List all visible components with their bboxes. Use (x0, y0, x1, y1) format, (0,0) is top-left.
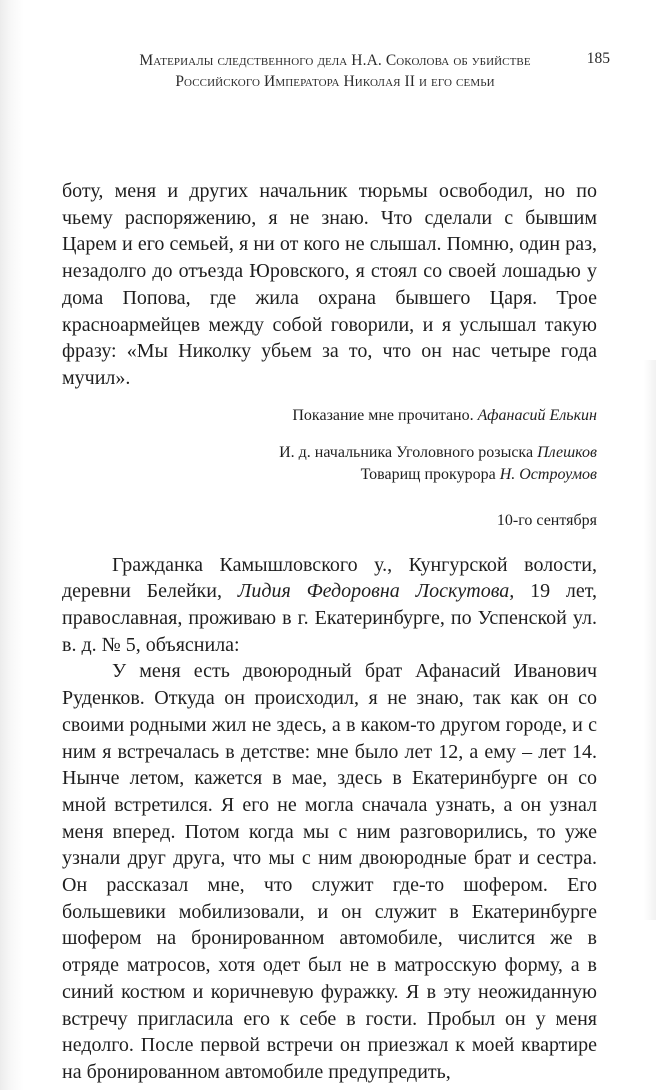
show-through-shadow (644, 360, 656, 920)
signature-pleshkov-text: И. д. начальника Уголовного розыска (279, 443, 534, 461)
page-body (62, 178, 597, 1086)
signature-pleshkov (62, 442, 597, 464)
signature-ostroumov-text: Товарищ прокурора (360, 465, 496, 483)
running-header (100, 50, 610, 92)
paragraph-testimony-end: боту, меня и других начальник тюрьмы освободил, но по чьему распоряжению, я не знаю. Что сделали с бывшим Царем и его семьей, я ни от кого не слышал. Помню, один раз, незадолго до отъезда Юровского, я стоял со своей лошадью у дома Попова, где жила охрана бывшего Царя. Трое красноармейцев между собой говорили, и я услышал такую фразу: «Мы Николку убьем за то, что он нас четыре года мучил». (62, 180, 597, 389)
signature-elkin (62, 405, 597, 427)
running-title-line-1: Материалы следственного дела Н.А. Соколова об убийстве (139, 52, 531, 69)
running-title (100, 50, 570, 92)
paragraph-witness-intro (62, 552, 597, 659)
signature-ostroumov (62, 464, 597, 486)
signature-ostroumov-name: Н. Остроумов (499, 465, 597, 483)
witness-name: Лидия Федоровна Лоскутова, (237, 580, 515, 603)
paragraph-witness-testimony: У меня есть двоюродный брат Афанасий Иванович Руденков. Откуда он происходил, я не знаю, так как он со своими родными жил не здесь, а в каком-то другом городе, и с ним я встречалась в детстве: мне было лет 12, а ему – лет 14. Нынче летом, кажется в мае, здесь в Екатеринбурге он со мной встретился. Я его не могла сначала узнать, а он узнал меня вперед. Потом когда мы с ним разговорились, то уже узнали друг друга, что мы с ним двоюродные брат и сестра. Он рассказал мне, что служит где-то шофером. Его большевики мобилизовали, и он служит в Екатеринбурге шофером на бронированном автомобиле, числится же в отряде матросов, хотя одет был не в матросскую форму, а в синий костюм и коричневую фуражку. Я в эту неожиданную встречу пригласила его к себе в гости. Пробыл он у меня недолго. После первой встречи он приезжал к моей квартире на бронированном автомобиле предупредить, (62, 660, 597, 1083)
signature-elkin-name: Афанасий Елькин (477, 406, 597, 424)
entry-date: 10-го сентября (496, 511, 597, 529)
page-number: 185 (586, 50, 610, 67)
signature-pleshkov-name: Плешков (537, 443, 597, 461)
running-title-line-2: Российского Императора Николая II и его семьи (175, 73, 495, 90)
signature-elkin-text: Показание мне прочитано. (292, 406, 474, 424)
witness-intro-end: 19 лет, православная, проживаю в г. Екатеринбурге, по Успенской ул. в. д. № 5, объяснила: (62, 580, 598, 656)
witness-intro-start: Гражданка Камышловского у., Кунгурской волости, деревни Белейки, (62, 553, 597, 603)
